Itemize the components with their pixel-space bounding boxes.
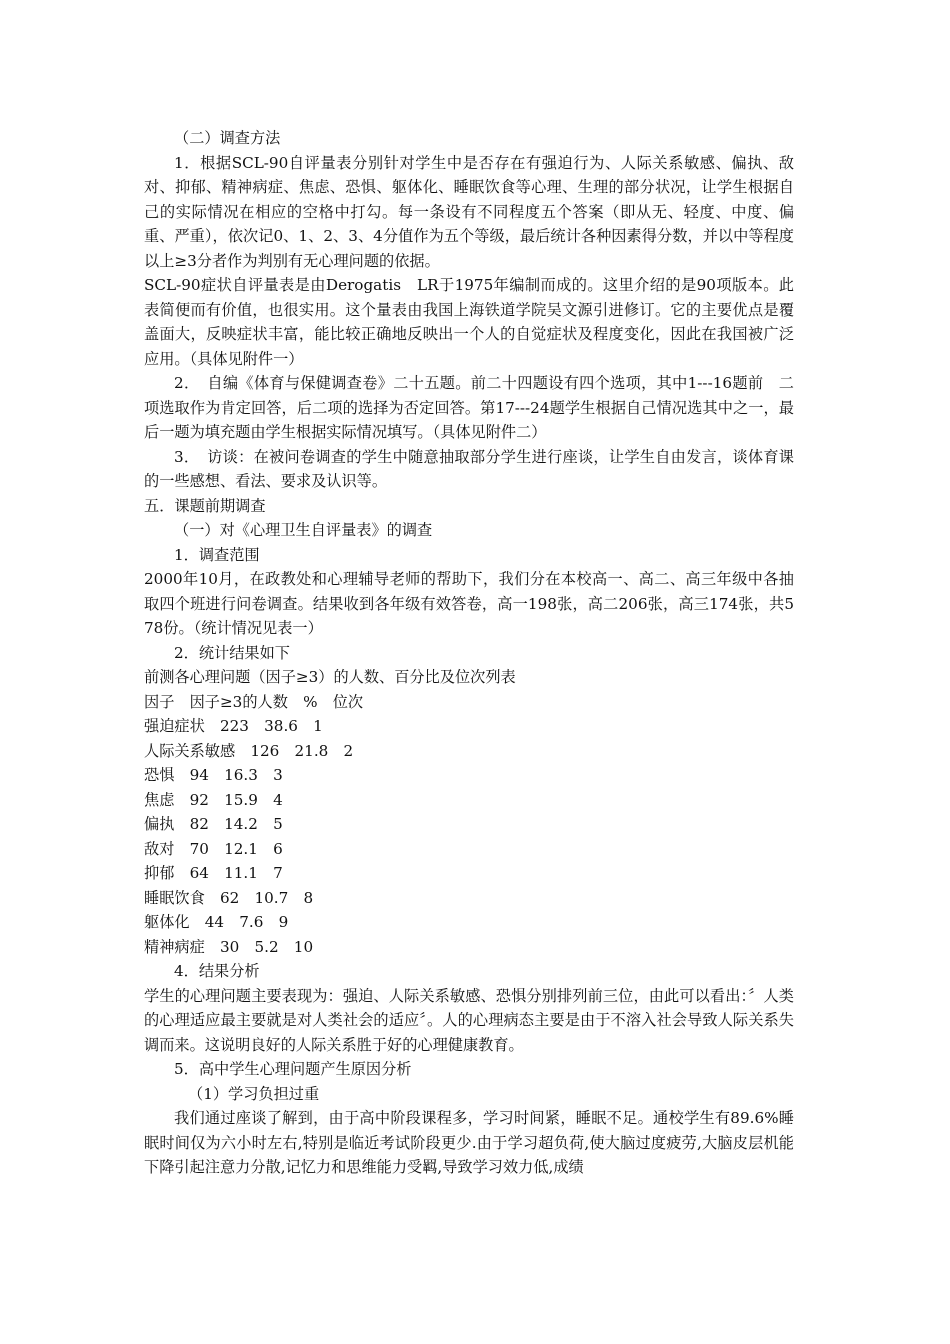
table-row: 偏执 82 14.2 5 [144,815,283,833]
subsection-heading-study-burden: （1）学习负担过重 [188,1084,320,1103]
paragraph-self-made-questionnaire: 2． 自编《体育与保健调查卷》二十五题。前二十四题设有四个选项，其中1---16题前 二项选取作为肯定回答，后二项的选择为否定回答。第17---24题学生根据自己情况选其中之一，最后一题为填充题由学生根据实际情况填写。（具体见附件二） [144,374,794,441]
table-row: 精神病症 30 5.2 10 [144,937,314,956]
paragraph-scl90-method: 1．根据SCL-90自评量表分别针对学生中是否存在有强迫行为、人际关系敏感、偏执、敌对、抑郁、精神病症、焦虑、恐惧、躯体化、睡眠饮食等心理、生理的部分状况，让学生根据自己的实际情况在相应的空格中打勾。每一条设有不同程度五个答案（即从无、轻度、中度、偏重、严重），依次记0、1、2、3、4分值作为五个等级，最后统计各种因素得分数，并以中等程度以上≥3分者作为判别有无心理问题的依据。 [144,153,794,270]
paragraph-result-analysis: 学生的心理问题主要表现为：强迫、人际关系敏感、恐惧分别排列前三位，由此可以看出：〞人类的心理适应最主要就是对人类社会的适应〞。人的心理病态主要是由于不溶入社会导致人际关系失调而来。这说明良好的人际关系胜于好的心理健康教育。 [144,986,794,1054]
paragraph-scl90-background: SCL-90症状自评量表是由Derogatis LR于1975年编制而成的。这里介绍的是90项版本。此表简便而有价值，也很实用。这个量表由我国上海铁道学院吴文源引进修订。它的主要优点是覆盖面大，反映症状丰富，能比较正确地反映出一个人的自觉症状及程度变化，因此在我国被广泛应用。（具体见附件一） [144,276,794,368]
document-page [144,126,794,1180]
item-heading-statistics: 2．统计结果如下 [174,643,290,662]
section-heading-survey-method: （二）调查方法 [174,129,281,147]
paragraph-interview: 3． 访谈：在被问卷调查的学生中随意抽取部分学生进行座谈，让学生自由发言，谈体育课的一些感想、看法、要求及认识等。 [144,447,794,490]
section-heading-preliminary-survey: 五．课题前期调查 [144,496,266,515]
table-title: 前测各心理问题（因子≥3）的人数、百分比及位次列表 [144,668,516,686]
factor-table [144,714,794,959]
table-row: 敌对 70 12.1 6 [144,839,283,858]
table-row: 人际关系敏感 126 21.8 2 [144,741,354,760]
table-row: 抑郁 64 11.1 7 [144,864,283,882]
table-row: 焦虑 92 15.9 4 [144,790,283,809]
table-row: 躯体化 44 7.6 9 [144,913,289,931]
paragraph-survey-range: 2000年10月，在政教处和心理辅导老师的帮助下，我们分在本校高一、高二、高三年级中各抽取四个班进行问卷调查。结果收到各年级有效答卷，高一198张，高二206张，高三174张，共578份。（统计情况见表一） [144,570,794,637]
table-row: 睡眠饮食 62 10.7 8 [144,888,314,907]
table-header: 因子 因子≥3的人数 % 位次 [144,692,364,711]
paragraph-study-burden: 我们通过座谈了解到，由于高中阶段课程多，学习时间紧，睡眠不足。通校学生有89.6%睡眠时间仅为六小时左右,特别是临近考试阶段更少.由于学习超负荷,使大脑过度疲劳,大脑皮层机能下降引起注意力分散,记忆力和思维能力受羁,导致学习效力低,成绩 [144,1109,794,1176]
table-row: 恐惧 94 16.3 3 [144,766,283,784]
item-heading-survey-range: 1．调查范围 [174,545,260,564]
item-heading-result-analysis: 4．结果分析 [174,962,260,980]
item-heading-cause-analysis: 5．高中学生心理问题产生原因分析 [174,1060,412,1078]
subsection-heading-mental-health-scale: （一）对《心理卫生自评量表》的调查 [174,521,433,539]
table-row: 强迫症状 223 38.6 1 [144,717,323,735]
